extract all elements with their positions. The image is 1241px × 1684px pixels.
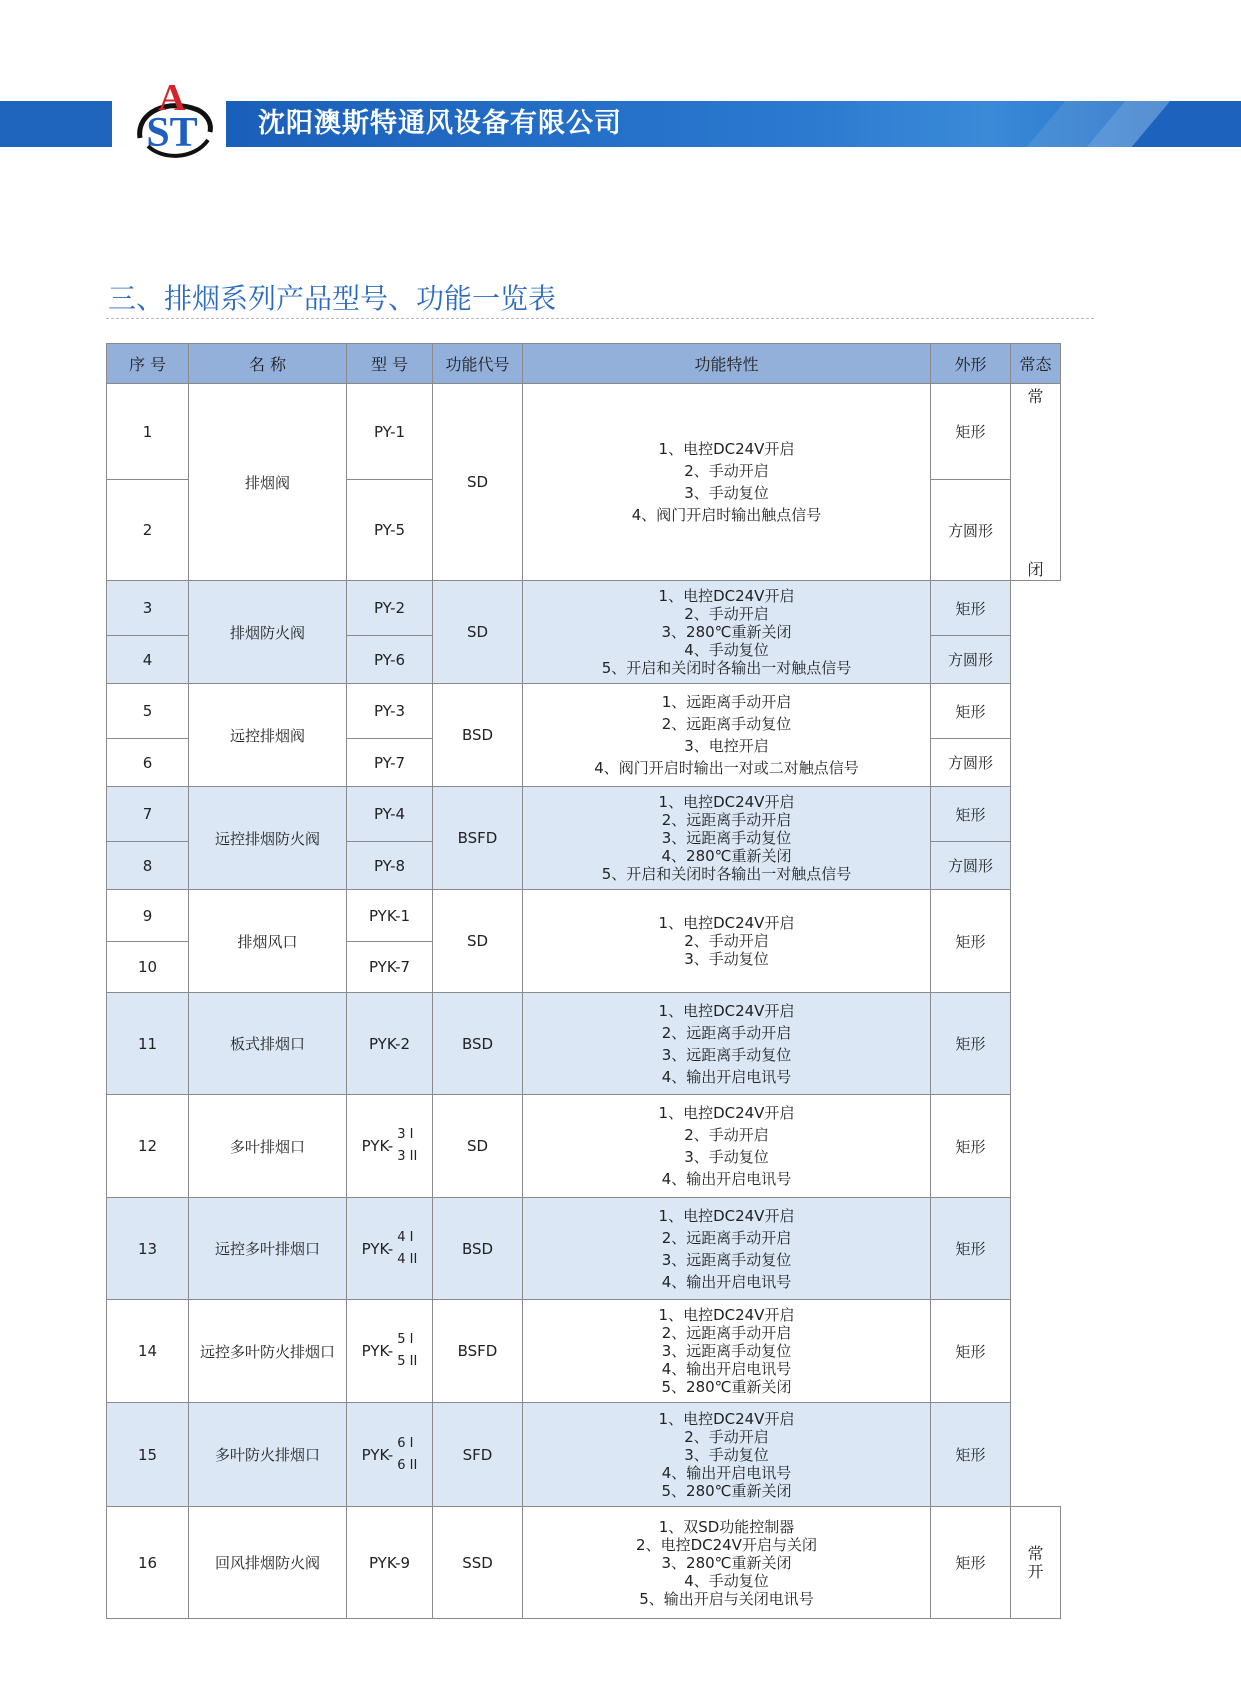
table-group xyxy=(107,1095,1061,1198)
cell-no: 14 xyxy=(107,1300,189,1403)
header-name: 名 称 xyxy=(189,344,347,384)
cell-model xyxy=(347,1403,433,1507)
logo-letter-top: A xyxy=(158,77,186,119)
cell-shape: 矩形 xyxy=(931,890,1011,993)
model-prefix: PYK- xyxy=(361,1137,394,1155)
cell-model: PY-5 xyxy=(347,480,433,581)
cell-name: 排烟防火阀 xyxy=(189,581,347,684)
header-band-left xyxy=(0,101,112,147)
cell-shape: 矩形 xyxy=(931,993,1011,1095)
cell-model: PY-3 xyxy=(347,684,433,739)
cell-no: 7 xyxy=(107,787,189,842)
model-variant: 3 I xyxy=(397,1127,414,1142)
cell-no: 13 xyxy=(107,1198,189,1300)
cell-shape: 矩形 xyxy=(931,1403,1011,1507)
cell-code: SFD xyxy=(433,1403,523,1507)
status-char: 常 xyxy=(1027,387,1044,406)
cell-features xyxy=(523,993,931,1095)
feature-line: 1、双SD功能控制器 xyxy=(658,1517,795,1536)
table-group xyxy=(107,581,1061,684)
feature-line: 3、远距离手动复位 xyxy=(661,829,792,847)
model-variant: 5 II xyxy=(397,1354,418,1369)
feature-line: 4、输出开启电讯号 xyxy=(661,1170,792,1188)
feature-line: 1、电控DC24V开启 xyxy=(658,587,795,605)
cell-code: SD xyxy=(433,384,523,581)
cell-model: PYK-2 xyxy=(347,993,433,1095)
feature-line: 3、电控开启 xyxy=(684,737,769,755)
cell-code: BSFD xyxy=(433,787,523,890)
cell-shape: 方圆形 xyxy=(931,842,1011,890)
feature-line: 3、手动复位 xyxy=(684,950,769,968)
feature-line: 2、远距离手动复位 xyxy=(661,715,792,733)
cell-features xyxy=(523,1403,931,1507)
header-code: 功能代号 xyxy=(433,344,523,384)
title-divider xyxy=(106,318,1094,319)
feature-line: 3、远距离手动复位 xyxy=(661,1342,792,1360)
cell-shape: 矩形 xyxy=(931,1507,1011,1619)
table-row xyxy=(107,890,1061,942)
model-variant: 6 II xyxy=(397,1457,418,1473)
section-title: 三、排烟系列产品型号、功能一览表 xyxy=(108,282,557,315)
cell-model xyxy=(347,1198,433,1300)
table-group xyxy=(107,993,1061,1095)
logo-letters-bottom: ST xyxy=(146,110,198,156)
cell-features xyxy=(523,684,931,787)
feature-line: 1、电控DC24V开启 xyxy=(658,1206,795,1225)
cell-model: PY-4 xyxy=(347,787,433,842)
cell-model xyxy=(347,1095,433,1198)
feature-line: 3、手动复位 xyxy=(684,1148,769,1166)
feature-line: 4、阀门开启时输出触点信号 xyxy=(631,506,822,524)
cell-no: 11 xyxy=(107,993,189,1095)
feature-line: 2、电控DC24V开启与关闭 xyxy=(636,1535,817,1554)
header-model: 型 号 xyxy=(347,344,433,384)
cell-no: 4 xyxy=(107,636,189,684)
cell-code: SD xyxy=(433,581,523,684)
cell-features xyxy=(523,1507,931,1619)
cell-features xyxy=(523,890,931,993)
feature-line: 5、280℃重新关闭 xyxy=(661,1481,792,1500)
cell-code: BSD xyxy=(433,993,523,1095)
table-row xyxy=(107,1198,1061,1300)
feature-line: 3、手动复位 xyxy=(684,484,769,502)
cell-shape: 方圆形 xyxy=(931,739,1011,787)
feature-line: 1、电控DC24V开启 xyxy=(658,440,795,458)
cell-no: 3 xyxy=(107,581,189,636)
feature-line: 3、手动复位 xyxy=(684,1445,769,1464)
feature-line: 3、远距离手动复位 xyxy=(661,1250,792,1269)
table-row xyxy=(107,581,1061,636)
status-char: 闭 xyxy=(1027,560,1044,579)
cell-name: 远控排烟阀 xyxy=(189,684,347,787)
cell-shape: 方圆形 xyxy=(931,480,1011,581)
product-table xyxy=(106,343,1061,1619)
cell-shape: 矩形 xyxy=(931,1198,1011,1300)
company-name: 沈阳澳斯特通风设备有限公司 xyxy=(258,108,622,139)
header-shape: 外形 xyxy=(931,344,1011,384)
feature-line: 2、远距离手动开启 xyxy=(661,811,792,829)
cell-no: 5 xyxy=(107,684,189,739)
feature-line: 4、输出开启电讯号 xyxy=(661,1463,792,1482)
cell-features xyxy=(523,1300,931,1403)
status-char: 开 xyxy=(1027,1562,1044,1581)
table-row xyxy=(107,787,1061,842)
cell-model: PYK-7 xyxy=(347,942,433,993)
cell-features xyxy=(523,384,931,581)
model-variant: 5 I xyxy=(397,1332,414,1347)
model-variant: 3 II xyxy=(397,1149,418,1164)
cell-no: 2 xyxy=(107,480,189,581)
cell-status-normally-closed xyxy=(1011,384,1061,581)
cell-name: 多叶排烟口 xyxy=(189,1095,347,1198)
feature-line: 4、输出开启电讯号 xyxy=(661,1360,792,1378)
table-group xyxy=(107,890,1061,993)
table-row xyxy=(107,684,1061,739)
cell-model: PY-8 xyxy=(347,842,433,890)
feature-line: 1、电控DC24V开启 xyxy=(658,1409,795,1428)
cell-name: 远控多叶防火排烟口 xyxy=(189,1300,347,1403)
feature-line: 2、远距离手动开启 xyxy=(661,1023,792,1042)
cell-name: 远控多叶排烟口 xyxy=(189,1198,347,1300)
cell-no: 8 xyxy=(107,842,189,890)
cell-model: PYK-1 xyxy=(347,890,433,942)
model-prefix: PYK- xyxy=(361,1239,394,1258)
cell-features xyxy=(523,1095,931,1198)
cell-model: PY-2 xyxy=(347,581,433,636)
model-variant: 4 II xyxy=(397,1251,418,1267)
feature-line: 2、手动开启 xyxy=(684,932,769,950)
feature-line: 2、手动开启 xyxy=(684,1427,769,1446)
cell-code: BSD xyxy=(433,1198,523,1300)
feature-line: 4、输出开启电讯号 xyxy=(661,1272,792,1291)
company-logo xyxy=(128,76,216,164)
model-variant: 4 I xyxy=(397,1229,414,1245)
table-header-row xyxy=(107,344,1061,384)
model-prefix: PYK- xyxy=(361,1342,394,1360)
feature-line: 4、输出开启电讯号 xyxy=(661,1067,792,1086)
cell-name: 板式排烟口 xyxy=(189,993,347,1095)
feature-line: 4、手动复位 xyxy=(684,641,769,659)
feature-line: 4、280℃重新关闭 xyxy=(661,847,792,865)
cell-no: 1 xyxy=(107,384,189,480)
table-group xyxy=(107,787,1061,890)
table-row xyxy=(107,1300,1061,1403)
cell-model: PY-1 xyxy=(347,384,433,480)
cell-features xyxy=(523,581,931,684)
feature-line: 5、输出开启与关闭电讯号 xyxy=(639,1589,814,1608)
feature-line: 1、电控DC24V开启 xyxy=(658,1104,795,1122)
table-group xyxy=(107,1507,1061,1619)
feature-line: 2、远距离手动开启 xyxy=(661,1324,792,1342)
cell-name: 远控排烟防火阀 xyxy=(189,787,347,890)
cell-name: 排烟阀 xyxy=(189,384,347,581)
table-row xyxy=(107,384,1061,480)
feature-line: 4、手动复位 xyxy=(684,1571,769,1590)
cell-model: PY-6 xyxy=(347,636,433,684)
feature-line: 3、280℃重新关闭 xyxy=(661,1553,792,1572)
cell-shape: 方圆形 xyxy=(931,636,1011,684)
feature-line: 2、远距离手动开启 xyxy=(661,1228,792,1247)
header-no: 序 号 xyxy=(107,344,189,384)
cell-no: 6 xyxy=(107,739,189,787)
table-row xyxy=(107,1403,1061,1507)
cell-model: PY-7 xyxy=(347,739,433,787)
cell-code: SSD xyxy=(433,1507,523,1619)
cell-no: 10 xyxy=(107,942,189,993)
feature-line: 3、280℃重新关闭 xyxy=(661,623,792,641)
feature-line: 1、电控DC24V开启 xyxy=(658,1306,795,1324)
feature-line: 5、开启和关闭时各输出一对触点信号 xyxy=(601,865,852,883)
cell-name: 排烟风口 xyxy=(189,890,347,993)
cell-shape: 矩形 xyxy=(931,581,1011,636)
cell-no: 15 xyxy=(107,1403,189,1507)
feature-line: 2、手动开启 xyxy=(684,462,769,480)
feature-line: 4、阀门开启时输出一对或二对触点信号 xyxy=(594,759,859,777)
cell-shape: 矩形 xyxy=(931,384,1011,480)
cell-no: 16 xyxy=(107,1507,189,1619)
cell-model xyxy=(347,1300,433,1403)
table-row xyxy=(107,1095,1061,1198)
table-group xyxy=(107,1198,1061,1300)
cell-shape: 矩形 xyxy=(931,787,1011,842)
cell-code: BSD xyxy=(433,684,523,787)
model-variant: 6 I xyxy=(397,1435,414,1451)
table-group xyxy=(107,1300,1061,1403)
feature-line: 3、远距离手动复位 xyxy=(661,1045,792,1064)
header-features: 功能特性 xyxy=(523,344,931,384)
feature-line: 5、280℃重新关闭 xyxy=(661,1378,792,1396)
cell-features xyxy=(523,787,931,890)
table-group xyxy=(107,684,1061,787)
cell-features xyxy=(523,1198,931,1300)
feature-line: 1、电控DC24V开启 xyxy=(658,1001,795,1020)
cell-name: 回风排烟防火阀 xyxy=(189,1507,347,1619)
cell-code: BSFD xyxy=(433,1300,523,1403)
feature-line: 5、开启和关闭时各输出一对触点信号 xyxy=(601,659,852,677)
table-row xyxy=(107,993,1061,1095)
cell-no: 9 xyxy=(107,890,189,942)
model-prefix: PYK- xyxy=(361,1445,394,1464)
cell-code: SD xyxy=(433,1095,523,1198)
cell-name: 多叶防火排烟口 xyxy=(189,1403,347,1507)
header-status: 常态 xyxy=(1011,344,1061,384)
status-char: 常 xyxy=(1027,1544,1044,1563)
cell-code: SD xyxy=(433,890,523,993)
feature-line: 1、电控DC24V开启 xyxy=(658,914,795,932)
feature-line: 2、手动开启 xyxy=(684,605,769,623)
table-group xyxy=(107,1403,1061,1507)
table-group xyxy=(107,384,1061,581)
cell-shape: 矩形 xyxy=(931,1300,1011,1403)
feature-line: 1、远距离手动开启 xyxy=(661,693,792,711)
cell-no: 12 xyxy=(107,1095,189,1198)
feature-line: 1、电控DC24V开启 xyxy=(658,793,795,811)
cell-model: PYK-9 xyxy=(347,1507,433,1619)
feature-line: 2、手动开启 xyxy=(684,1126,769,1144)
table-row xyxy=(107,1507,1061,1619)
cell-status-normally-open xyxy=(1011,1507,1061,1619)
cell-shape: 矩形 xyxy=(931,1095,1011,1198)
cell-shape: 矩形 xyxy=(931,684,1011,739)
